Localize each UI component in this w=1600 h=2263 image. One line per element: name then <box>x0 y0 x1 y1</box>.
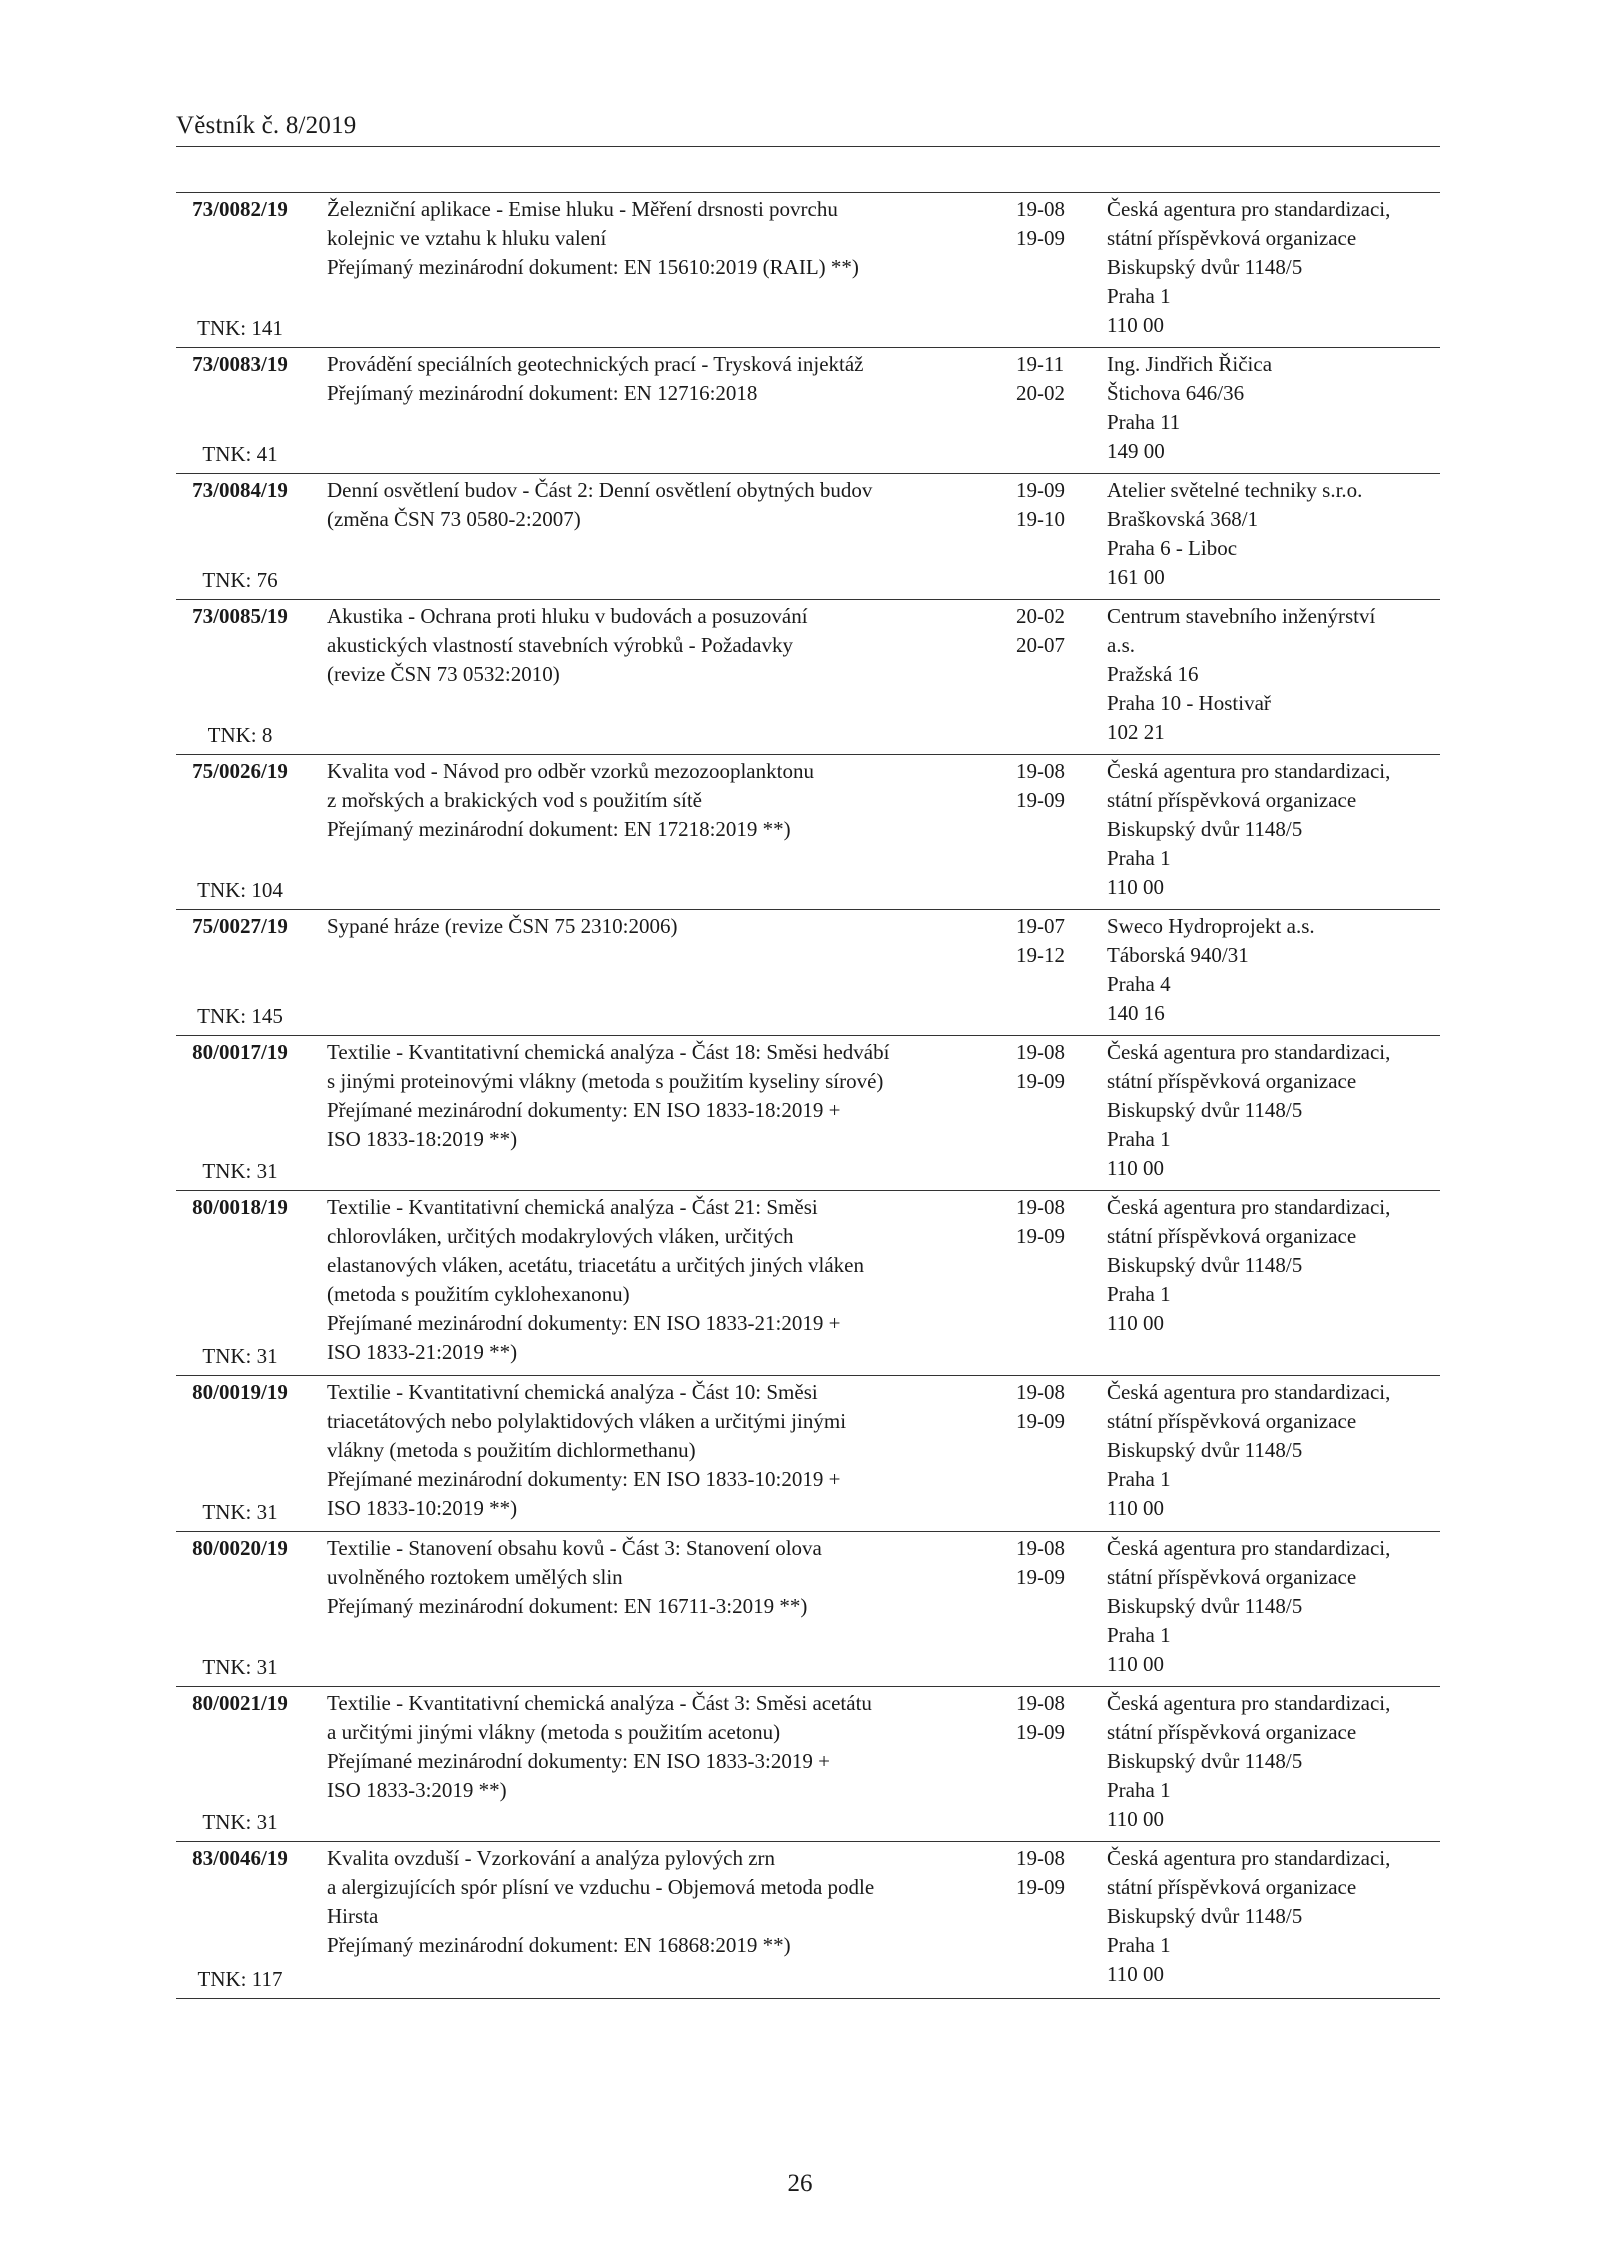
tnk-label: TNK: 31 <box>202 1810 278 1834</box>
table-row <box>176 1532 1440 1687</box>
standard-code: 75/0026/19 <box>192 759 288 783</box>
address-line: Česká agentura pro standardizaci, <box>1107 1040 1391 1064</box>
processor-address <box>1107 757 1440 902</box>
table-row <box>176 1842 1440 1999</box>
tnk-label: TNK: 31 <box>202 1500 278 1524</box>
standard-code-cell <box>176 1844 304 1873</box>
address-line: Biskupský dvůr 1148/5 <box>1107 1438 1303 1462</box>
title-line: Textilie - Kvantitativní chemická analýza - Část 18: Směsi hedvábí <box>327 1040 890 1064</box>
date-value: 19-08 <box>1016 197 1065 221</box>
standard-code-cell <box>176 195 304 224</box>
tnk-label: TNK: 8 <box>207 723 273 747</box>
address-line: státní příspěvková organizace <box>1107 1409 1357 1433</box>
standard-code: 73/0084/19 <box>192 478 288 502</box>
address-line: a.s. <box>1107 633 1135 657</box>
date-value: 19-09 <box>1016 1409 1065 1433</box>
address-line: Biskupský dvůr 1148/5 <box>1107 1098 1303 1122</box>
page-header-title: Věstník č. 8/2019 <box>176 112 357 139</box>
title-line: triacetátových nebo polylaktidových vláken a určitými jinými <box>327 1409 847 1433</box>
title-line: Přejímané mezinárodní dokumenty: EN ISO 1833-3:2019 + <box>327 1749 830 1773</box>
tnk-label: TNK: 31 <box>202 1159 278 1183</box>
title-line: kolejnic ve vztahu k hluku valení <box>327 226 607 250</box>
title-line: Kvalita vod - Návod pro odběr vzorků mezozooplanktonu <box>327 759 814 783</box>
date-value: 19-08 <box>1016 759 1065 783</box>
standard-code: 73/0082/19 <box>192 197 288 221</box>
schedule-dates <box>1016 1689 1086 1747</box>
date-value: 19-09 <box>1016 788 1065 812</box>
standard-title <box>327 1038 890 1154</box>
tnk-label: TNK: 117 <box>197 1967 283 1991</box>
address-line: Praha 10 - Hostivař <box>1107 691 1271 715</box>
title-line: Přejímaný mezinárodní dokument: EN 16711-3:2019 **) <box>327 1594 808 1618</box>
address-line: Biskupský dvůr 1148/5 <box>1107 255 1303 279</box>
standard-title <box>327 476 873 534</box>
schedule-dates <box>1016 1193 1086 1251</box>
address-line: 161 00 <box>1107 565 1165 589</box>
date-value: 19-08 <box>1016 1380 1065 1404</box>
standard-code-cell <box>176 1378 304 1407</box>
standard-code: 80/0017/19 <box>192 1040 288 1064</box>
tnk-label: TNK: 145 <box>197 1004 283 1028</box>
standard-code-cell <box>176 912 304 941</box>
title-line: Železniční aplikace - Emise hluku - Měření drsnosti povrchu <box>327 197 838 221</box>
address-line: Praha 1 <box>1107 1623 1171 1647</box>
processor-address <box>1107 1193 1440 1338</box>
date-value: 19-10 <box>1016 507 1065 531</box>
tnk-label: TNK: 76 <box>202 568 278 592</box>
address-line: státní příspěvková organizace <box>1107 1069 1357 1093</box>
table-row <box>176 755 1440 910</box>
tnk-label: TNK: 31 <box>202 1344 278 1368</box>
address-line: Centrum stavebního inženýrství <box>1107 604 1376 628</box>
title-line: Textilie - Kvantitativní chemická analýza - Část 3: Směsi acetátu <box>327 1691 872 1715</box>
schedule-dates <box>1016 1378 1086 1436</box>
date-value: 20-02 <box>1016 604 1065 628</box>
processor-address <box>1107 1378 1440 1523</box>
address-line: státní příspěvková organizace <box>1107 1720 1357 1744</box>
page-number: 26 <box>787 2170 813 2197</box>
address-line: 110 00 <box>1107 1496 1164 1520</box>
date-value: 19-09 <box>1016 1224 1065 1248</box>
table-row <box>176 193 1440 348</box>
standard-code-cell <box>176 602 304 631</box>
date-value: 19-09 <box>1016 1720 1065 1744</box>
title-line: Přejímaný mezinárodní dokument: EN 17218:2019 **) <box>327 817 791 841</box>
standard-title <box>327 350 864 408</box>
title-line: Denní osvětlení budov - Část 2: Denní osvětlení obytných budov <box>327 478 873 502</box>
table-row <box>176 1687 1440 1842</box>
title-line: (změna ČSN 73 0580-2:2007) <box>327 507 581 531</box>
title-line: Přejímané mezinárodní dokumenty: EN ISO 1833-10:2019 + <box>327 1467 841 1491</box>
title-line: z mořských a brakických vod s použitím sítě <box>327 788 702 812</box>
table-row <box>176 1191 1440 1376</box>
address-line: 110 00 <box>1107 1311 1164 1335</box>
date-value: 20-07 <box>1016 633 1065 657</box>
standard-code: 83/0046/19 <box>192 1846 288 1870</box>
title-line: Přejímaný mezinárodní dokument: EN 16868:2019 **) <box>327 1933 791 1957</box>
address-line: Štichova 646/36 <box>1107 381 1245 405</box>
title-line: ISO 1833-3:2019 **) <box>327 1778 507 1802</box>
processor-address <box>1107 350 1440 466</box>
standard-code-cell <box>176 1534 304 1563</box>
date-value: 19-08 <box>1016 1691 1065 1715</box>
title-line: elastanových vláken, acetátu, triacetátu a určitých jiných vláken <box>327 1253 865 1277</box>
standard-code: 80/0020/19 <box>192 1536 288 1560</box>
date-value: 19-09 <box>1016 1565 1065 1589</box>
title-line: a alergizujících spór plísní ve vzduchu - Objemová metoda podle <box>327 1875 875 1899</box>
title-line: Textilie - Stanovení obsahu kovů - Část 3: Stanovení olova <box>327 1536 822 1560</box>
standard-code: 80/0019/19 <box>192 1380 288 1404</box>
standard-title <box>327 1534 822 1621</box>
address-line: Atelier světelné techniky s.r.o. <box>1107 478 1363 502</box>
address-line: Praha 1 <box>1107 1933 1171 1957</box>
processor-address <box>1107 1038 1440 1183</box>
address-line: Biskupský dvůr 1148/5 <box>1107 1594 1303 1618</box>
address-line: Praha 1 <box>1107 284 1171 308</box>
address-line: státní příspěvková organizace <box>1107 1224 1357 1248</box>
standard-title <box>327 1193 865 1367</box>
title-line: akustických vlastností stavebních výrobků - Požadavky <box>327 633 793 657</box>
date-value: 19-08 <box>1016 1040 1065 1064</box>
address-line: Biskupský dvůr 1148/5 <box>1107 1749 1303 1773</box>
standard-title <box>327 602 817 689</box>
processor-address <box>1107 1534 1440 1679</box>
title-line: Kvalita ovzduší - Vzorkování a analýza pylových zrn <box>327 1846 776 1870</box>
address-line: státní příspěvková organizace <box>1107 788 1357 812</box>
date-value: 19-07 <box>1016 914 1065 938</box>
title-line: ISO 1833-21:2019 **) <box>327 1340 518 1364</box>
title-line: Přejímaný mezinárodní dokument: EN 12716:2018 <box>327 381 758 405</box>
standard-code: 73/0085/19 <box>192 604 288 628</box>
title-line: (revize ČSN 73 0532:2010) <box>327 662 560 686</box>
address-line: Praha 1 <box>1107 1778 1171 1802</box>
standard-code: 75/0027/19 <box>192 914 288 938</box>
standard-code: 73/0083/19 <box>192 352 288 376</box>
address-line: Česká agentura pro standardizaci, <box>1107 1691 1391 1715</box>
address-line: Česká agentura pro standardizaci, <box>1107 1846 1391 1870</box>
table-row <box>176 600 1440 755</box>
processor-address <box>1107 1689 1440 1834</box>
address-line: 110 00 <box>1107 1652 1164 1676</box>
schedule-dates <box>1016 912 1086 970</box>
address-line: 110 00 <box>1107 313 1164 337</box>
title-line: Textilie - Kvantitativní chemická analýza - Část 10: Směsi <box>327 1380 818 1404</box>
address-line: Praha 11 <box>1107 410 1181 434</box>
title-line: Přejímané mezinárodní dokumenty: EN ISO 1833-21:2019 + <box>327 1311 841 1335</box>
address-line: Praha 1 <box>1107 1282 1171 1306</box>
date-value: 19-08 <box>1016 1195 1065 1219</box>
address-line: 140 16 <box>1107 1001 1165 1025</box>
title-line: chlorovláken, určitých modakrylových vláken, určitých <box>327 1224 794 1248</box>
title-line: Provádění speciálních geotechnických prací - Trysková injektáž <box>327 352 864 376</box>
title-line: uvolněného roztokem umělých slin <box>327 1565 623 1589</box>
title-line: ISO 1833-10:2019 **) <box>327 1496 518 1520</box>
table-row <box>176 474 1440 600</box>
standard-title <box>327 912 817 941</box>
standard-title <box>327 195 859 282</box>
date-value: 19-09 <box>1016 1875 1065 1899</box>
title-line: ISO 1833-18:2019 **) <box>327 1127 518 1151</box>
table-row <box>176 1036 1440 1191</box>
address-line: Praha 4 <box>1107 972 1171 996</box>
tnk-label: TNK: 104 <box>197 878 283 902</box>
address-line: Ing. Jindřich Řičica <box>1107 352 1273 376</box>
title-line: s jinými proteinovými vlákny (metoda s použitím kyseliny sírové) <box>327 1069 884 1093</box>
schedule-dates <box>1016 1038 1086 1096</box>
standard-code-cell <box>176 757 304 786</box>
standard-title <box>327 757 817 844</box>
address-line: Biskupský dvůr 1148/5 <box>1107 817 1303 841</box>
address-line: Česká agentura pro standardizaci, <box>1107 1195 1391 1219</box>
address-line: Praha 6 - Liboc <box>1107 536 1238 560</box>
title-line: Přejímaný mezinárodní dokument: EN 15610:2019 (RAIL) **) <box>327 255 859 279</box>
title-line: Akustika - Ochrana proti hluku v budovách a posuzování <box>327 604 808 628</box>
address-line: Česká agentura pro standardizaci, <box>1107 197 1391 221</box>
title-line: a určitými jinými vlákny (metoda s použitím acetonu) <box>327 1720 781 1744</box>
title-line: Hirsta <box>327 1904 379 1928</box>
address-line: Pražská 16 <box>1107 662 1199 686</box>
address-line: státní příspěvková organizace <box>1107 1875 1357 1899</box>
standard-code: 80/0021/19 <box>192 1691 288 1715</box>
schedule-dates <box>1016 350 1086 408</box>
schedule-dates <box>1016 1844 1086 1902</box>
date-value: 19-09 <box>1016 478 1065 502</box>
tnk-label: TNK: 141 <box>197 316 283 340</box>
address-line: Praha 1 <box>1107 1467 1171 1491</box>
address-line: 149 00 <box>1107 439 1165 463</box>
title-line: Přejímané mezinárodní dokumenty: EN ISO 1833-18:2019 + <box>327 1098 841 1122</box>
tnk-label: TNK: 31 <box>202 1655 278 1679</box>
date-value: 19-09 <box>1016 226 1065 250</box>
date-value: 20-02 <box>1016 381 1065 405</box>
date-value: 19-12 <box>1016 943 1065 967</box>
schedule-dates <box>1016 1534 1086 1592</box>
address-line: Praha 1 <box>1107 846 1171 870</box>
standard-code-cell <box>176 1038 304 1067</box>
processor-address <box>1107 476 1440 592</box>
standard-title <box>327 1689 872 1805</box>
date-value: 19-11 <box>1016 352 1065 376</box>
processor-address <box>1107 195 1440 340</box>
table-row <box>176 1376 1440 1532</box>
address-line: 102 21 <box>1107 720 1165 744</box>
processor-address <box>1107 602 1440 747</box>
schedule-dates <box>1016 476 1086 534</box>
table-row <box>176 910 1440 1036</box>
address-line: státní příspěvková organizace <box>1107 226 1357 250</box>
standard-code: 80/0018/19 <box>192 1195 288 1219</box>
address-line: 110 00 <box>1107 875 1164 899</box>
standard-code-cell <box>176 476 304 505</box>
address-line: 110 00 <box>1107 1962 1164 1986</box>
standard-code-cell <box>176 350 304 379</box>
standard-code-cell <box>176 1193 304 1222</box>
title-line: Sypané hráze (revize ČSN 75 2310:2006) <box>327 914 678 938</box>
address-line: Biskupský dvůr 1148/5 <box>1107 1904 1303 1928</box>
schedule-dates <box>1016 195 1086 253</box>
address-line: Česká agentura pro standardizaci, <box>1107 1380 1391 1404</box>
title-line: Textilie - Kvantitativní chemická analýza - Část 21: Směsi <box>327 1195 818 1219</box>
standards-table <box>176 192 1440 1999</box>
address-line: Sweco Hydroprojekt a.s. <box>1107 914 1315 938</box>
standard-code-cell <box>176 1689 304 1718</box>
address-line: Táborská 940/31 <box>1107 943 1249 967</box>
standard-title <box>327 1378 847 1523</box>
table-row <box>176 348 1440 474</box>
address-line: Česká agentura pro standardizaci, <box>1107 1536 1391 1560</box>
standard-title <box>327 1844 875 1960</box>
title-line: vlákny (metoda s použitím dichlormethanu) <box>327 1438 696 1462</box>
schedule-dates <box>1016 602 1086 660</box>
header-divider <box>176 146 1440 147</box>
address-line: 110 00 <box>1107 1156 1164 1180</box>
processor-address <box>1107 1844 1440 1989</box>
date-value: 19-08 <box>1016 1846 1065 1870</box>
address-line: státní příspěvková organizace <box>1107 1565 1357 1589</box>
tnk-label: TNK: 41 <box>202 442 278 466</box>
address-line: 110 00 <box>1107 1807 1164 1831</box>
schedule-dates <box>1016 757 1086 815</box>
address-line: Česká agentura pro standardizaci, <box>1107 759 1391 783</box>
date-value: 19-09 <box>1016 1069 1065 1093</box>
address-line: Praha 1 <box>1107 1127 1171 1151</box>
address-line: Braškovská 368/1 <box>1107 507 1259 531</box>
address-line: Biskupský dvůr 1148/5 <box>1107 1253 1303 1277</box>
date-value: 19-08 <box>1016 1536 1065 1560</box>
title-line: (metoda s použitím cyklohexanonu) <box>327 1282 630 1306</box>
processor-address <box>1107 912 1440 1028</box>
